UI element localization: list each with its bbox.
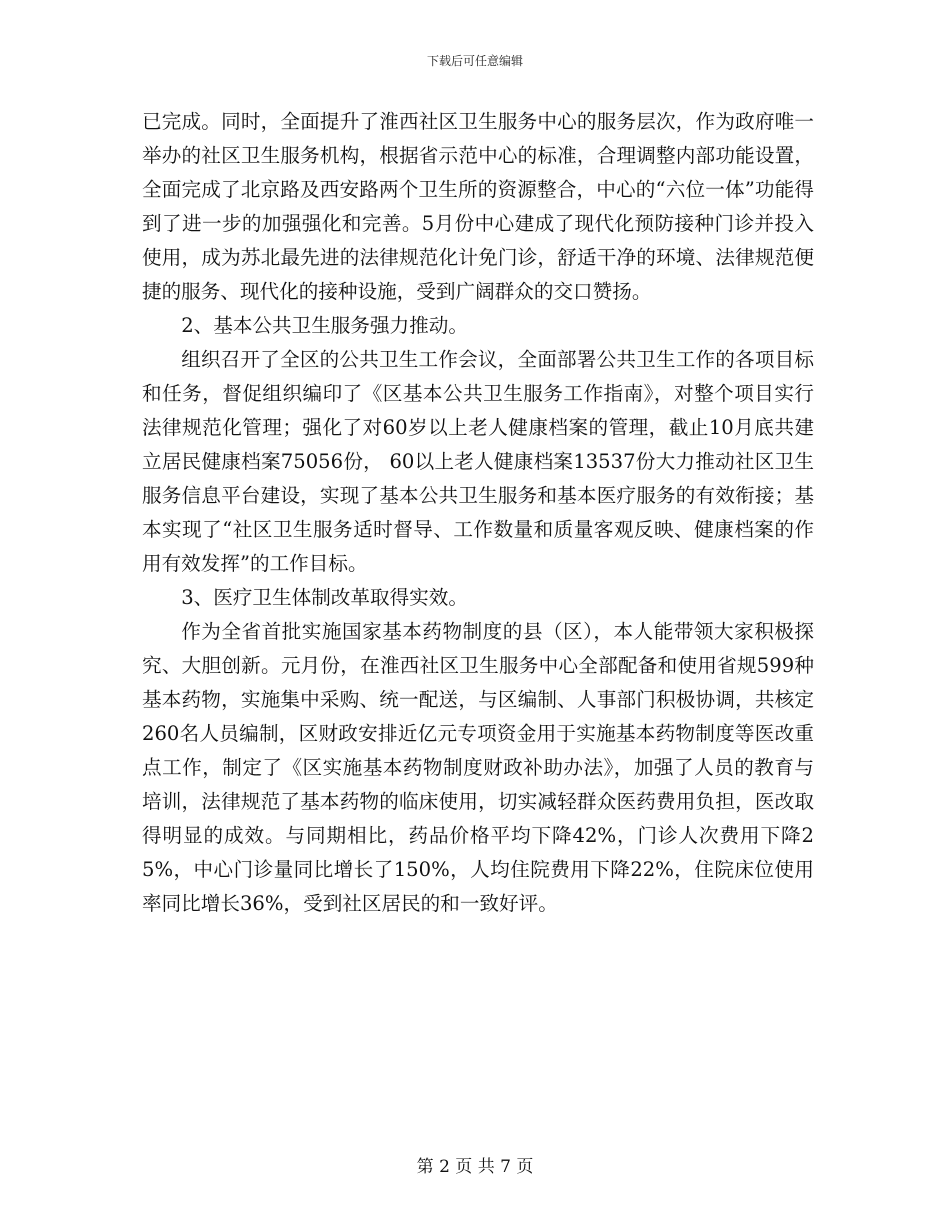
page-number-footer: 第 2 页 共 7 页 [416, 1157, 534, 1177]
paragraph-public-health: 组织召开了全区的公共卫生工作会议，全面部署公共卫生工作的各项目标和任务，督促组织编印了《区基本公共卫生服务工作指南》，对整个项目实行法律规范化管理；强化了对60岁以上老人健康档案的管理，截止10月底共建立居民健康档案75056份， 60以上老人健康档案13537份大力推动社区卫生服务信息平台建设，实现了基本公共卫生服务和基本医疗服务的有效衔接；基本实现了“社区卫生服务适时督导、工作数量和质量客观反映、健康档案的作用有效发挥”的工作目标。 [142, 348, 814, 575]
document-body [142, 105, 814, 921]
paragraph-continuation: 已完成。同时，全面提升了淮西社区卫生服务中心的服务层次，作为政府唯一举办的社区卫生服务机构，根据省示范中心的标准，合理调整内部功能设置，全面完成了北京路及西安路两个卫生所的资源整合，中心的“六位一体”功能得到了进一步的加强强化和完善。5月份中心建成了现代化预防接种门诊并投入使用，成为苏北最先进的法律规范化计免门诊，舒适干净的环境、法律规范便捷的服务、现代化的接种设施，受到广阔群众的交口赞扬。 [142, 110, 814, 303]
section-heading-medical-reform: 3、医疗卫生体制改革取得实效。 [181, 586, 468, 609]
section-heading-public-health: 2、基本公共卫生服务强力推动。 [181, 314, 468, 337]
paragraph-medical-reform: 作为全省首批实施国家基本药物制度的县（区），本人能带领大家积极探究、大胆创新。元月份，在淮西社区卫生服务中心全部配备和使用省规599种基本药物，实施集中采购、统一配送，与区编制、人事部门积极协调，共核定260名人员编制，区财政安排近亿元专项资金用于实施基本药物制度等医改重点工作，制定了《区实施基本药物制度财政补助办法》，加强了人员的教育与培训，法律规范了基本药物的临床使用，切实减轻群众医药费用负担，医改取得明显的成效。与同期相比，药品价格平均下降42%，门诊人次费用下降25%，中心门诊量同比增长了150%，人均住院费用下降22%，住院床位使用率同比增长36%，受到社区居民的和一致好评。 [142, 620, 814, 915]
page-header-note: 下载后可任意编辑 [426, 54, 523, 68]
